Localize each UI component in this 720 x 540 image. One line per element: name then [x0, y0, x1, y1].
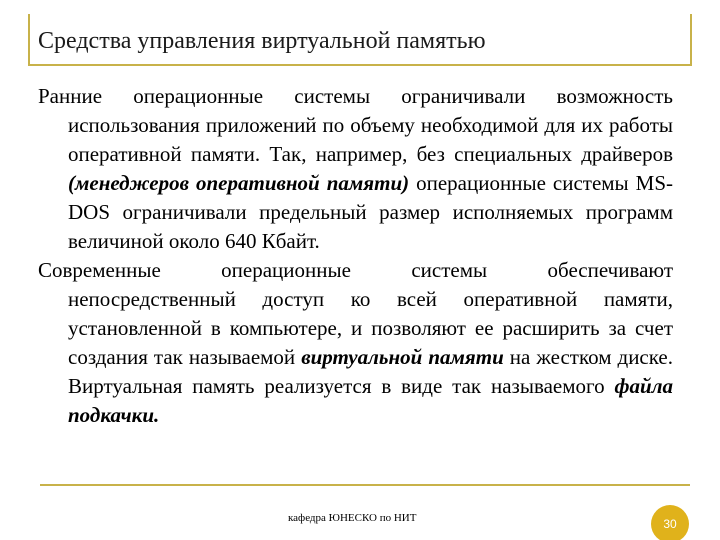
page-number-badge	[651, 505, 689, 540]
paragraph-1	[38, 82, 673, 256]
slide-body	[38, 82, 673, 430]
paragraph-2-text-start: Современные операционные системы обеспечивают непосредственный доступ ко всей оперативной памяти, установленной в компьютере, и позволяют ее расширить за счет создания так называемой	[38, 258, 673, 369]
footer-divider	[40, 484, 690, 486]
paragraph-1-text-end: операционные системы MS-DOS ограничивали предельный размер исполняемых программ величиной около 640 Кбайт.	[68, 171, 673, 253]
paragraph-2-emphasis-swap-file: файла подкачки.	[68, 374, 673, 427]
footer-text: кафедра ЮНЕСКО по НИТ	[288, 512, 417, 524]
paragraph-2-text-middle: на жестком диске. Виртуальная память реализуется в виде так называемого	[68, 345, 674, 398]
paragraph-2-emphasis-virtual-memory: виртуальной памяти	[301, 345, 504, 369]
paragraph-1-emphasis: (менеджеров оперативной памяти)	[68, 171, 410, 195]
paragraph-2	[38, 256, 673, 430]
page-number: 30	[663, 517, 677, 531]
paragraph-1-text-start: Ранние операционные системы ограничивали возможность использования приложений по объему необходимой для их работы оперативной памяти. Так, например, без специальных драйверов	[38, 84, 673, 166]
slide-title: Средства управления виртуальной памятью	[38, 28, 486, 54]
